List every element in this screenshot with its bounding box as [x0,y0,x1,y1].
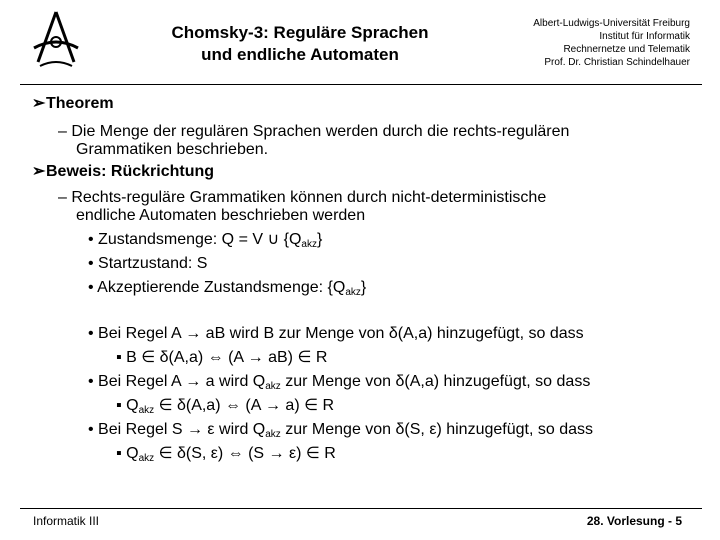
footer-divider [20,508,702,509]
rule-text: ▪ Q [116,397,139,414]
proof-text-2: endliche Automaten beschrieben werden [76,207,366,224]
rule-subscript: akz [138,453,155,464]
theorem-heading: Theorem [46,95,114,112]
rule-text: • Bei Regel S → ε wird Q [88,421,266,438]
item-text: • Akzeptierende Zustandsmenge: {Q [88,279,346,296]
university-logo [28,8,84,70]
rule-subitem-2 [116,396,334,416]
rule-item-2 [88,372,590,392]
proof-heading-row [32,162,214,182]
affiliation-group: Rechnernetze und Telematik [563,44,690,55]
affiliation-institute: Institut für Informatik [599,31,690,42]
rule-subscript: akz [265,381,281,392]
footer-page-number: 28. Vorlesung - 5 [586,514,682,528]
rule-subscript: akz [265,429,281,440]
slide-title [120,22,480,66]
item-text: • Zustandsmenge: Q = V ∪ {Q [88,231,302,248]
theorem-text-1: – Die Menge der regulären Sprachen werden durch die rechts-regulären [58,123,570,140]
list-item-start-state [88,254,207,274]
header-divider [20,84,702,85]
rule-text-end: zur Menge von δ(S, ε) hinzugefügt, so dass [280,421,593,438]
affiliation-block [430,17,690,69]
affiliation-professor: Prof. Dr. Christian Schindelhauer [544,57,690,68]
rule-subitem-1 [116,348,327,368]
rule-subscript: akz [138,405,155,416]
theorem-text-2: Grammatiken beschrieben. [76,141,269,158]
item-subscript: akz [345,287,361,298]
arrow-bullet-icon: ➢ [32,163,46,180]
arrow-bullet-icon: ➢ [32,95,46,112]
item-text-end: } [360,279,367,296]
rule-text: • Bei Regel A → aB wird B zur Menge von δ(A,a) hinzugefügt, so dass [88,325,584,342]
rule-text: ▪ Q [116,445,139,462]
list-item-accepting-states [88,278,366,298]
rule-text-end: ∈ δ(A,a) ⇔ (A → a) ∈ R [154,397,335,414]
rule-text-end: ∈ δ(S, ε) ⇔ (S → ε) ∈ R [154,445,336,462]
item-subscript: akz [301,239,317,250]
proof-text-1: – Rechts-reguläre Grammatiken können durch nicht-deterministische [58,189,547,206]
rule-text: ▪ B ∈ δ(A,a) ⇔ (A → aB) ∈ R [116,349,328,366]
proof-heading: Beweis: Rückrichtung [46,163,215,180]
list-item-states [88,230,322,250]
affiliation-university: Albert-Ludwigs-Universität Freiburg [533,18,690,29]
rule-item-3 [88,420,593,440]
footer-course: Informatik III [33,514,100,528]
rule-item-1 [88,324,584,344]
item-text-end: } [316,231,323,248]
rule-subitem-3 [116,444,336,464]
rule-text: • Bei Regel A → a wird Q [88,373,266,390]
rule-text-end: zur Menge von δ(A,a) hinzugefügt, so dass [280,373,591,390]
title-line-2: und endliche Automaten [201,45,399,64]
item-text: • Startzustand: S [88,255,208,272]
title-line-1: Chomsky-3: Reguläre Sprachen [171,23,429,42]
theorem-heading-row [32,94,114,114]
